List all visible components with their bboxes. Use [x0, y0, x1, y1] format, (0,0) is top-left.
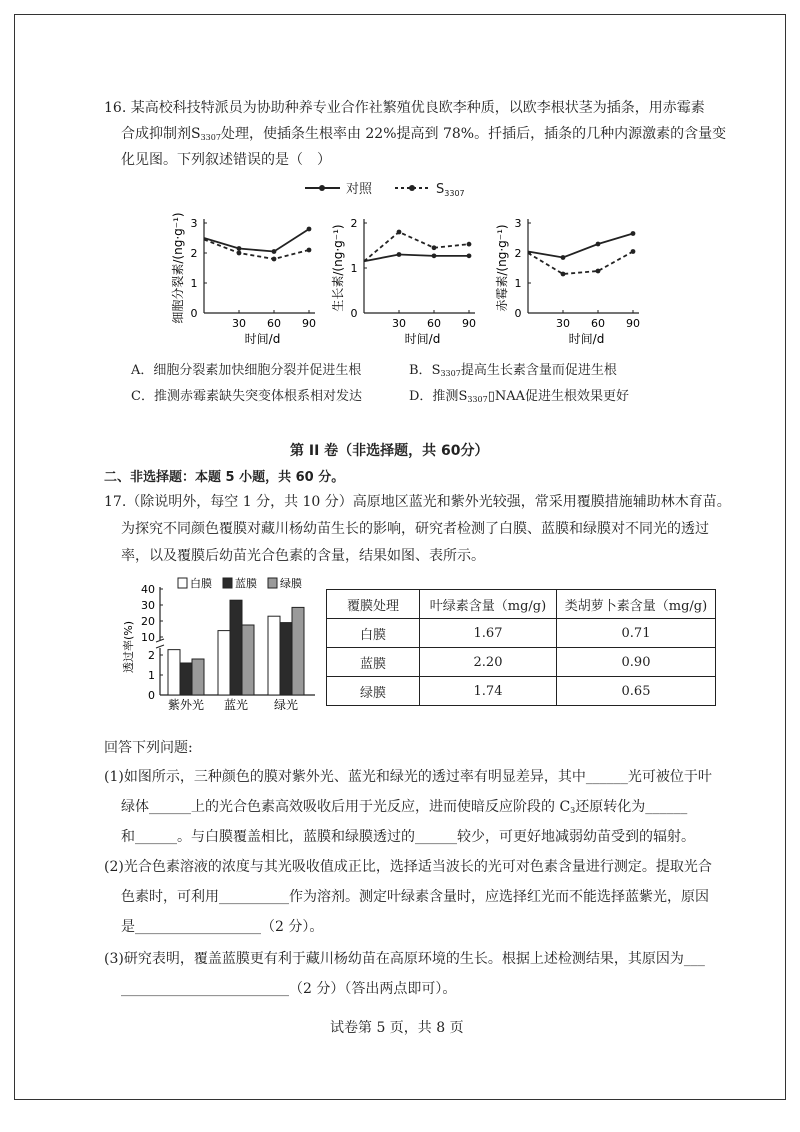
x-tick-label: 绿光 — [273, 698, 299, 710]
y-tick-label: 20 — [141, 615, 155, 628]
table-cell: 蓝膜 — [327, 648, 420, 677]
q17-part3-line2: ________________________（2 分）（答出两点即可）。 — [121, 981, 457, 997]
table-row — [327, 677, 716, 706]
table-cell: 白膜 — [327, 619, 420, 648]
q16-option-b: B．$S_{3307}$提高生长素含量而促进生根 — [409, 363, 617, 378]
x-axis-label: 时间/d — [568, 332, 605, 346]
data-point — [307, 248, 312, 253]
bar — [218, 631, 230, 695]
y-tick-label: 3 — [514, 217, 522, 230]
data-point — [561, 272, 566, 277]
data-point — [397, 252, 402, 257]
table-header: 叶绿素含量（mg/g) — [420, 590, 557, 619]
page-footer: 试卷第 5 页，共 8 页 — [330, 1020, 464, 1036]
y-tick-label: 0 — [148, 689, 155, 702]
q16-line3: 化见图。下列叙述错误的是（ ） — [121, 152, 331, 168]
legend-label: 绿膜 — [280, 577, 302, 590]
q17-part2-line2: 色素时，可利用__________作为溶剂。测定叶绿素含量时，应选择红光而不能选择蓝紫光，原因 — [121, 889, 709, 905]
y-tick-label: 1 — [514, 277, 522, 290]
bar — [230, 600, 242, 695]
table-header: 覆膜处理 — [327, 590, 420, 619]
legend-s3307: $S_{3307}$ — [436, 182, 465, 198]
y-tick-label: 0 — [514, 307, 522, 320]
data-point — [631, 249, 636, 254]
data-point — [432, 245, 437, 250]
table-header: 类胡萝卜素含量（mg/g) — [557, 590, 716, 619]
y-tick-label: 30 — [141, 599, 155, 612]
y-axis-label: 赤霉素/(ng·g⁻¹) — [495, 224, 509, 312]
q16-line-charts — [168, 205, 658, 355]
y-tick-label: 1 — [190, 277, 198, 290]
x-tick-label: 30 — [232, 317, 246, 330]
table-cell: 0.90 — [557, 648, 716, 677]
data-point — [561, 255, 566, 260]
series-control-line — [364, 255, 469, 262]
q17-line2: 为探究不同颜色覆膜对藏川杨幼苗生长的影响，研究者检测了白膜、蓝膜和绿膜对不同光的透过 — [121, 521, 709, 537]
section-heading: 二、非选择题：本题 5 小题，共 60 分。 — [104, 470, 345, 485]
legend-control: 对照 — [346, 182, 373, 197]
table-cell: 0.71 — [557, 619, 716, 648]
data-point — [237, 246, 242, 251]
bar — [292, 607, 304, 695]
q17-part1-line2: 绿体______上的光合色素高效吸收后用于光反应，进而使暗反应阶段的 $C_3$还原转化为______ — [121, 799, 688, 815]
axis-break — [156, 639, 164, 648]
y-tick-label: 1 — [148, 669, 155, 682]
series-control-line — [528, 234, 633, 258]
table-row — [327, 619, 716, 648]
q16-option-d: D．推测$S_{3307}▯NAA$促进生根效果更好 — [409, 389, 630, 404]
x-tick-label: 60 — [591, 317, 605, 330]
y-axis-label: 透过率(%) — [122, 620, 135, 674]
data-point — [272, 257, 277, 262]
legend-label: 蓝膜 — [235, 577, 257, 590]
table-row — [327, 648, 716, 677]
q17-part3-line1: (3)研究表明，覆盖蓝膜更有利于藏川杨幼苗在高原环境的生长。根据上述检测结果，其原因为___ — [104, 951, 705, 967]
data-point — [272, 249, 277, 254]
y-axis-label: 生长素/(ng·g⁻¹) — [331, 224, 345, 312]
y-tick-label: 0 — [350, 307, 358, 320]
q17-part1-line1: (1)如图所示，三种颜色的膜对紫外光、蓝光和绿光的透过率有明显差异，其中______光可被位于叶 — [104, 769, 712, 785]
data-point — [596, 269, 601, 274]
q17-bar-chart — [120, 575, 320, 710]
q17-part2-line1: (2)光合色素溶液的浓度与其光吸收值成正比，选择适当波长的光可对色素含量进行测定。提取光合 — [104, 859, 712, 875]
x-tick-label: 蓝光 — [223, 698, 249, 710]
data-point — [467, 253, 472, 258]
table-cell: 2.20 — [420, 648, 557, 677]
q17-line1: 17.（除说明外，每空 1 分，共 10 分）高原地区蓝光和紫外光较强，常采用覆膜措施辅助林木育苗。 — [104, 494, 731, 510]
x-tick-label: 30 — [556, 317, 570, 330]
x-axis-label: 时间/d — [404, 332, 441, 346]
x-tick-label: 90 — [462, 317, 476, 330]
y-tick-label: 2 — [350, 217, 358, 230]
q16-line2: 合成抑制剂$S_{3307}$处理，使插条生根率由 22%提高到 78%。扦插后，插条的几种内源激素的含量变 — [121, 126, 727, 142]
q16-option-a: A．细胞分裂素加快细胞分裂并促进生根 — [131, 363, 362, 378]
y-tick-label: 2 — [190, 247, 198, 260]
table-cell: 1.74 — [420, 677, 557, 706]
table-cell: 0.65 — [557, 677, 716, 706]
data-point — [432, 253, 437, 258]
x-tick-label: 90 — [626, 317, 640, 330]
x-axis-label: 时间/d — [244, 332, 281, 346]
data-point — [596, 242, 601, 247]
bar — [242, 625, 254, 695]
x-tick-label: 90 — [302, 317, 316, 330]
bar — [280, 623, 292, 695]
legend-swatch — [178, 578, 187, 588]
legend-swatch — [223, 578, 232, 588]
bar — [180, 663, 192, 695]
table-cell: 1.67 — [420, 619, 557, 648]
y-tick-label: 2 — [514, 247, 522, 260]
series-s3307-line — [364, 232, 469, 261]
pigment-table — [326, 589, 716, 706]
series-control-line — [204, 229, 309, 252]
bar — [192, 659, 204, 695]
data-point — [467, 242, 472, 247]
data-point — [631, 231, 636, 236]
q16-legend — [300, 178, 480, 200]
bar — [268, 616, 280, 695]
legend-swatch — [268, 578, 277, 588]
y-tick-label: 10 — [141, 631, 155, 644]
data-point — [307, 227, 312, 232]
y-axis-label: 细胞分裂素/(ng·g⁻¹) — [171, 212, 185, 324]
y-tick-label: 40 — [141, 583, 155, 596]
legend-label: 白膜 — [190, 577, 212, 590]
q17-part1-line3: 和______。与白膜覆盖相比，蓝膜和绿膜透过的______较少，可更好地减弱幼苗受到的辐射。 — [121, 829, 695, 845]
table-cell: 绿膜 — [327, 677, 420, 706]
q17-line3: 率，以及覆膜后幼苗光合色素的含量，结果如图、表所示。 — [121, 548, 485, 564]
q17-part2-line3: 是__________________（2 分）。 — [121, 919, 324, 935]
y-tick-label: 3 — [190, 217, 198, 230]
data-point — [237, 251, 242, 256]
answer-prompt: 回答下列问题: — [104, 740, 193, 756]
part2-title: 第 II 卷（非选择题，共 60分） — [290, 443, 489, 459]
bar — [168, 650, 180, 695]
y-tick-label: 2 — [148, 649, 155, 662]
q16-line1: 16. 某高校科技特派员为协助种养专业合作社繁殖优良欧李种质，以欧李根状茎为插条，用赤霉素 — [104, 100, 705, 116]
x-tick-label: 30 — [392, 317, 406, 330]
y-tick-label: 0 — [190, 307, 198, 320]
q16-option-c: C．推测赤霉素缺失突变体根系相对发达 — [131, 389, 362, 404]
y-tick-label: 1 — [350, 262, 358, 275]
data-point — [397, 230, 402, 235]
x-tick-label: 60 — [427, 317, 441, 330]
x-tick-label: 60 — [267, 317, 281, 330]
x-tick-label: 紫外光 — [167, 698, 205, 710]
